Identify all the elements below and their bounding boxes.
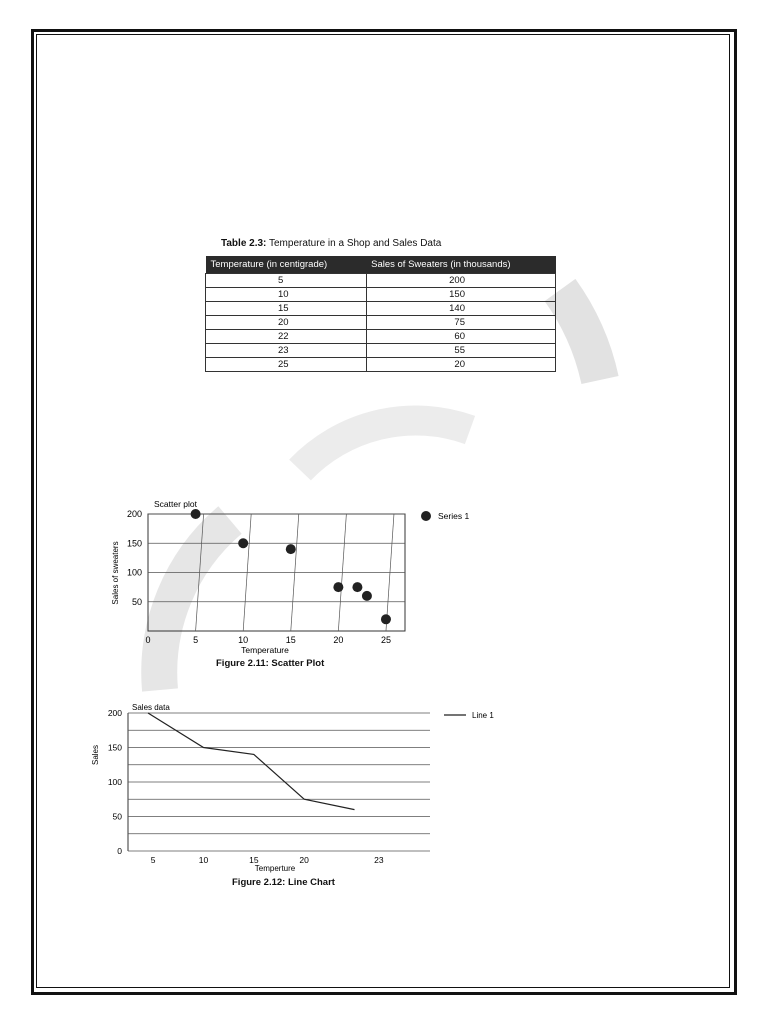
y-tick-label: 200 [107,708,122,718]
cell-temperature: 25 [206,358,367,372]
y-tick-label: 50 [112,811,122,822]
cell-temperature: 20 [206,316,367,330]
cell-temperature: 23 [206,344,367,358]
cell-temperature: 5 [206,274,367,288]
x-tick-label: 10 [198,855,209,865]
cell-temperature: 10 [206,288,367,302]
x-tick-label: 5 [193,635,199,645]
col-header-sales: Sales of Sweaters (in thousands) [366,256,555,274]
data-point [286,544,296,554]
x-tick-label: 5 [150,855,156,865]
table-caption-text: Temperature in a Shop and Sales Data [269,238,442,249]
y-axis-label: Sales [91,744,100,766]
cell-temperature: 22 [206,330,367,344]
cell-sales: 150 [366,288,555,302]
y-axis-label: Sales of sweaters [111,541,120,605]
data-point [333,582,343,592]
x-tick-label: 15 [249,855,259,865]
x-tick-label: 10 [238,635,249,645]
data-point [238,538,248,548]
col-header-temperature: Temperature (in centigrade) [206,256,367,274]
x-axis-label: Temperature [241,645,289,655]
cell-sales: 75 [366,316,555,330]
table-caption-label: Table 2.3: [221,238,267,249]
data-point [352,582,362,592]
x-tick-label: 0 [145,635,151,645]
chart-title: Sales data [132,703,170,712]
x-tick-label: 20 [333,635,344,645]
y-tick-label: 150 [107,742,122,753]
cell-temperature: 15 [206,302,367,316]
y-tick-label: 50 [131,596,142,607]
cell-sales: 60 [366,330,555,344]
data-point [381,614,391,624]
x-tick-label: 25 [380,635,391,645]
x-tick-label: 15 [285,635,296,645]
legend-label: Series 1 [438,511,470,521]
cell-sales: 55 [366,344,555,358]
data-point [362,591,372,601]
data-point [191,509,201,519]
y-tick-label: 100 [107,777,122,787]
cell-sales: 20 [366,358,555,372]
cell-sales: 140 [366,302,555,316]
x-tick-label: 20 [299,855,309,865]
chart-title: Scatter plot [154,499,197,509]
line-figure-caption: Figure 2.12: Line Chart [232,877,335,888]
y-tick-label: 0 [117,846,122,856]
y-tick-label: 200 [126,509,142,519]
x-tick-label: 23 [374,855,384,865]
scatter-figure-caption: Figure 2.11: Scatter Plot [216,658,325,669]
y-tick-label: 150 [126,538,142,549]
cell-sales: 200 [366,274,555,288]
series-line [148,713,355,810]
y-tick-label: 100 [126,567,142,578]
x-axis-label: Temperture [254,864,296,873]
legend-label: Line 1 [472,711,494,720]
legend-marker [421,511,431,521]
